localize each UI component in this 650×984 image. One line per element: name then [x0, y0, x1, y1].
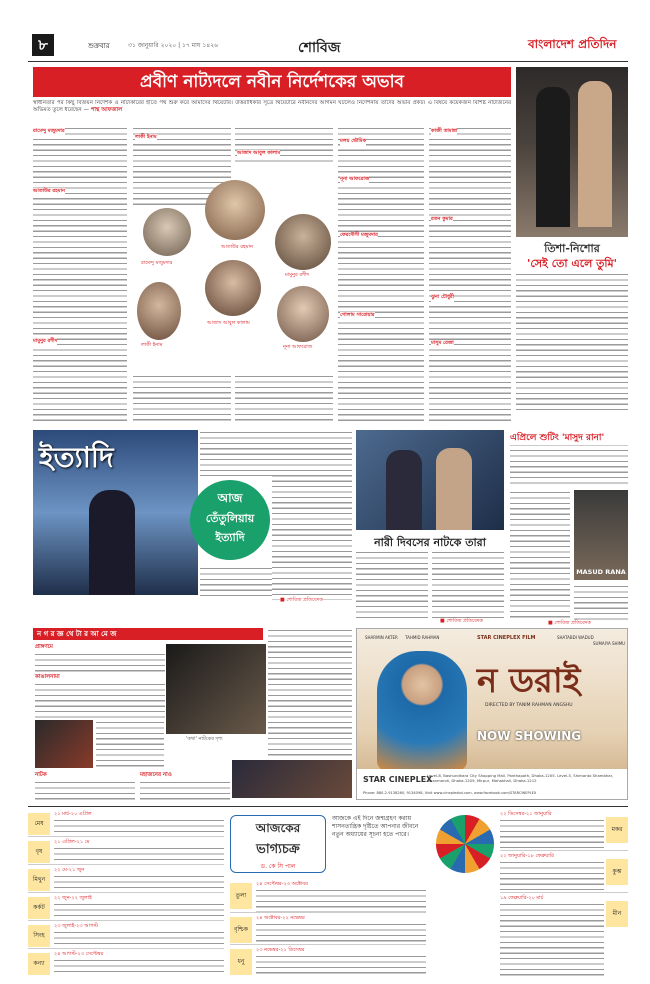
nagar-item-text-1: [35, 652, 165, 674]
ad-phone: Phone: 880-2-9138260, 9134098, Visit www.cineplexbd.com, www.facebook.com/STARCINEPLEX: [363, 791, 537, 795]
horoscope-title-2: ভাগ্যচক্র: [256, 842, 300, 857]
sign-date-1: ২১ মার্চ-২০ এপ্রিল: [54, 811, 92, 817]
sign-badge-6: কন্যা: [28, 953, 50, 975]
portrait-caption-3: মামুনুর রশীদ: [285, 272, 310, 278]
sign-badge-1: মেষ: [28, 813, 50, 835]
sign-badge-11: কুম্ভ: [606, 859, 628, 885]
ad-sponsor-logo: STAR CINEPLEX: [363, 775, 433, 784]
ityadi-body-1: [200, 430, 272, 476]
portrait-4: [137, 282, 181, 340]
ityadi-circle: [190, 480, 270, 560]
ityadi-photo: [33, 430, 198, 595]
sign-text-2: [54, 846, 224, 864]
portrait-1: [143, 208, 191, 256]
site-logo[interactable]: বাংলাদেশ প্রতিদিন: [528, 37, 617, 51]
horoscope-title-1: আজকের: [255, 821, 301, 835]
lead-col-3b: [235, 374, 333, 424]
nari-photo: [356, 430, 504, 530]
sign-badge-2: বৃষ: [28, 841, 50, 863]
lead-name-10: কাজী তামান্না: [431, 128, 458, 134]
nagar-item-1: [35, 644, 165, 674]
sign-text-4: [54, 902, 224, 920]
sign-12: [500, 895, 628, 977]
actor-figure-1: [536, 87, 570, 227]
portrait-caption-4: লাকী ইনাম: [141, 342, 163, 348]
nagar-caption-2: 'কথা' নাটকের দৃশ্য: [186, 736, 223, 742]
sign-1: [28, 811, 224, 837]
date-day: শুক্রবার: [88, 42, 110, 50]
lead-col-2b: [133, 374, 231, 424]
sign-badge-9: ধনু: [230, 949, 252, 975]
nagar-item-title-4: নাটক: [35, 772, 47, 778]
april-body-bottom: [574, 584, 628, 620]
sign-badge-5: সিংহ: [28, 925, 50, 947]
ityadi-byline: ■ শোবিজ প্রতিবেদক: [280, 597, 323, 603]
ityadi-body-2: [272, 430, 352, 600]
tisha-nisho-photo: [516, 67, 628, 237]
sign-6: [28, 951, 224, 977]
portrait-caption-1: রামেন্দু মজুমদার: [141, 260, 173, 266]
nagar-photo-2: [166, 644, 266, 734]
date-full: ৩১ জানুয়ারি ২০২০ | ১৭ মাঘ ১৪২৬: [128, 42, 219, 49]
section-title: শোবিজ: [298, 40, 341, 56]
nagar-item-text-3: [140, 780, 230, 802]
horoscope-author: ড. কে সি পাল: [260, 863, 296, 870]
film-ad[interactable]: [356, 628, 628, 800]
sign-text-12: [500, 902, 604, 976]
portrait-caption-5: আজাদ আবুল কালাম: [207, 320, 250, 326]
sign-date-10: ২২ ডিসেম্বর-২১ জানুয়ারি: [500, 811, 552, 817]
april-headline-box: [510, 430, 628, 446]
zodiac-wheel: [436, 815, 494, 873]
ad-cast-1: SHARMIN AKTER: [365, 635, 398, 640]
ad-cast-3: SHATABDI WADUD: [557, 635, 594, 640]
poster-title: MASUD RANA: [576, 568, 626, 576]
nari-actress: [436, 448, 472, 530]
sign-text-7: [256, 888, 426, 912]
ad-footer: [357, 769, 627, 799]
portrait-6: [277, 286, 329, 342]
ityadi-logo: ইত্যাদি: [39, 441, 114, 474]
sign-text-3: [54, 874, 224, 892]
ad-brand: STAR CINEPLEX FILM: [477, 635, 536, 641]
april-byline: ■ শোবিজ প্রতিবেদক: [548, 620, 591, 626]
nagar-photo-1: [35, 720, 93, 768]
lead-headline-box: [33, 67, 511, 97]
ad-actress: [377, 651, 467, 771]
nagar-item-text-2: [35, 682, 165, 718]
portrait-5: [205, 260, 261, 316]
ityadi-title-2: তেঁতুলিয়ায়: [205, 512, 255, 525]
sign-3: [28, 867, 224, 893]
lead-col-3: [235, 126, 333, 166]
nari-headline: নারী দিবসের নাটকে তারা: [374, 536, 486, 549]
host-figure: [89, 490, 135, 595]
sign-badge-12: মীন: [606, 901, 628, 927]
sign-text-11: [500, 860, 604, 892]
ad-now-showing: NOW SHOWING: [477, 729, 582, 743]
portrait-2: [205, 180, 265, 240]
sign-date-7: ২৪ সেপ্টেম্বর-২৩ অক্টোবর: [256, 881, 308, 887]
horoscope-title-box: [230, 815, 326, 873]
horoscope-intro: আজকে এই দিনে জন্মগ্রহণ করায় শাসনতান্ত্রিক দৃষ্টিতে আপনার জীবনে নতুন অধ্যায়ের সূচনা হতে পারে।: [332, 815, 419, 838]
lead-col-1: [33, 126, 127, 424]
nagar-text-mid: [96, 720, 164, 768]
actress-figure-2: [578, 81, 612, 227]
lead-name-5: আজাদ আবুল কালাম: [237, 150, 281, 156]
lead-name-3: মামুনুর রশীদ: [33, 338, 58, 344]
lead-byline: পান্থ আফজাল: [90, 107, 123, 113]
tisha-subtitle: 'সেই তো এলে তুমি': [526, 257, 618, 270]
april-body-top: [510, 448, 628, 488]
sign-date-4: ২২ জুন-২২ জুলাই: [54, 895, 92, 901]
lead-name-9: গোলাম সারোয়ার: [340, 312, 375, 318]
sign-text-5: [54, 930, 224, 948]
sign-date-11: ২২ জানুয়ারি-১৮ ফেব্রুয়ারি: [500, 853, 554, 859]
ad-cast-2: TAHMID RAHMAN: [405, 635, 440, 640]
sign-9: [230, 947, 426, 977]
april-headline: এপ্রিলে শুটিং 'মাসুদ রানা': [510, 433, 605, 443]
nagar-item-title-1: প্রাঙ্গণমে: [35, 644, 53, 650]
page-number: ৮: [32, 34, 54, 56]
sign-date-6: ২৪ আগস্ট-২৩ সেপ্টেম্বর: [54, 951, 104, 957]
sign-badge-8: বৃশ্চিক: [230, 917, 252, 943]
sign-2: [28, 839, 224, 865]
sign-badge-7: তুলা: [230, 883, 252, 909]
nagar-band-title: ন গ র জ্ঞ থে টা র আ মে জ: [37, 630, 117, 638]
sign-text-10: [500, 818, 604, 850]
portrait-caption-2: আতাউর রহমান: [221, 244, 253, 250]
nari-actor: [386, 450, 422, 530]
ityadi-body-3: [200, 566, 272, 600]
lead-name-2: আতাউর রহমান: [33, 188, 66, 194]
sign-text-9: [256, 954, 426, 976]
sign-text-1: [54, 818, 224, 836]
lead-col-4: [338, 126, 424, 424]
portrait-3: [275, 214, 331, 270]
lead-name-4: লাকী ইনাম: [135, 134, 157, 140]
sign-text-6: [54, 958, 224, 976]
nagar-col-right: [268, 628, 352, 756]
lead-col-5: [429, 126, 511, 424]
nagar-photo-3: [232, 760, 352, 798]
lead-name-12: ঝুনা চৌধুরী: [431, 294, 455, 300]
sign-date-12: ১৯ ফেব্রুয়ারি-২০ মার্চ: [500, 895, 544, 901]
ityadi-title-3: ইত্যাদি: [215, 531, 245, 544]
horoscope-section: [28, 806, 628, 980]
header: [28, 30, 628, 62]
sign-date-3: ২২ মে-২১ জুন: [54, 867, 85, 873]
lead-intro: স্বাধীনতার পর কিছু বিজয়ন নির্দেশক ও নাট্যকারের হাতে পথ শুরু করে আমাদের থিয়েটার। উত্তরাধিকার সূত্রে থিয়েটারে নবীনদের আগমন ঘটলেও নির্দেশনায় তাদের অভাব প্রকট। এ বিষয়ে কয়েকজন বিশিষ্ট নাট্যজনের অভিমত তুলে ধরেছেন — পান্থ আফজাল: [33, 100, 511, 113]
sign-badge-4: কর্কট: [28, 897, 50, 919]
sign-badge-3: মিথুন: [28, 869, 50, 891]
sign-8: [230, 915, 426, 945]
april-body-left: [510, 490, 570, 620]
sign-date-5: ২৩ জুলাই-২৩ আগস্ট: [54, 923, 98, 929]
ad-title: ন ডরাই: [477, 661, 581, 701]
nari-byline: ■ শোবিজ প্রতিবেদক: [440, 618, 483, 624]
nagar-item-3: [140, 772, 230, 802]
sign-10: [500, 811, 628, 851]
sign-7: [230, 881, 426, 913]
ityadi-title-1: আজ: [217, 491, 243, 505]
lead-name-11: রতন কুমার: [431, 216, 453, 222]
nagar-item-title-2: কাঙালনামা: [35, 674, 60, 680]
sign-text-8: [256, 922, 426, 944]
lead-name-1: রামেন্দু মজুমদার: [33, 128, 65, 134]
sign-date-2: ২১ এপ্রিল-২১ মে: [54, 839, 90, 845]
lead-name-7: মলয় ভৌমিক: [340, 138, 367, 144]
nagar-band: [33, 628, 263, 640]
sign-badge-10: মকর: [606, 817, 628, 843]
nari-body-1: [356, 550, 428, 618]
lead-photo-group: [135, 180, 335, 370]
sign-date-8: ২৪ অক্টোবর-২২ নভেম্বর: [256, 915, 305, 921]
portrait-caption-6: নূনা আফরোজ: [283, 344, 313, 350]
ad-director: DIRECTED BY TANIM RAHMAN ANGSHU: [485, 703, 573, 708]
lead-headline: প্রবীণ নাট্যদলে নবীন নির্দেশকের অভাব: [140, 72, 404, 92]
ad-cast-4: SUMAIYA SHIMU: [593, 641, 626, 646]
nagar-item-title-3: মহাজনের নাও: [140, 772, 172, 778]
ad-address: Level-8, Bashundhara City Shopping Mall, Panthapath, Dhaka-1205. Level-5, Shimanto Shambhar, Dhanmondi, Dhaka-1209, Mirpur, Mohakhali, Dhaka-1212: [427, 773, 614, 783]
lead-name-6: নূনা আফরোজ: [340, 176, 370, 182]
sign-5: [28, 923, 224, 949]
nagar-item-2: [35, 674, 165, 718]
tisha-title: তিশা-নিশোর: [544, 242, 600, 255]
nari-body-2: [432, 550, 504, 618]
tisha-body: [516, 272, 628, 414]
sign-4: [28, 895, 224, 921]
masud-rana-poster: [574, 490, 628, 580]
sign-date-9: ২৩ নভেম্বর-২১ ডিসেম্বর: [256, 947, 305, 953]
lead-name-8: ফেরদৌসী মজুমদার: [340, 232, 378, 238]
lead-name-13: মাসুম রেজা: [431, 340, 454, 346]
nagar-item-4: [35, 772, 135, 802]
nagar-item-text-4: [35, 780, 135, 802]
sign-11: [500, 853, 628, 893]
